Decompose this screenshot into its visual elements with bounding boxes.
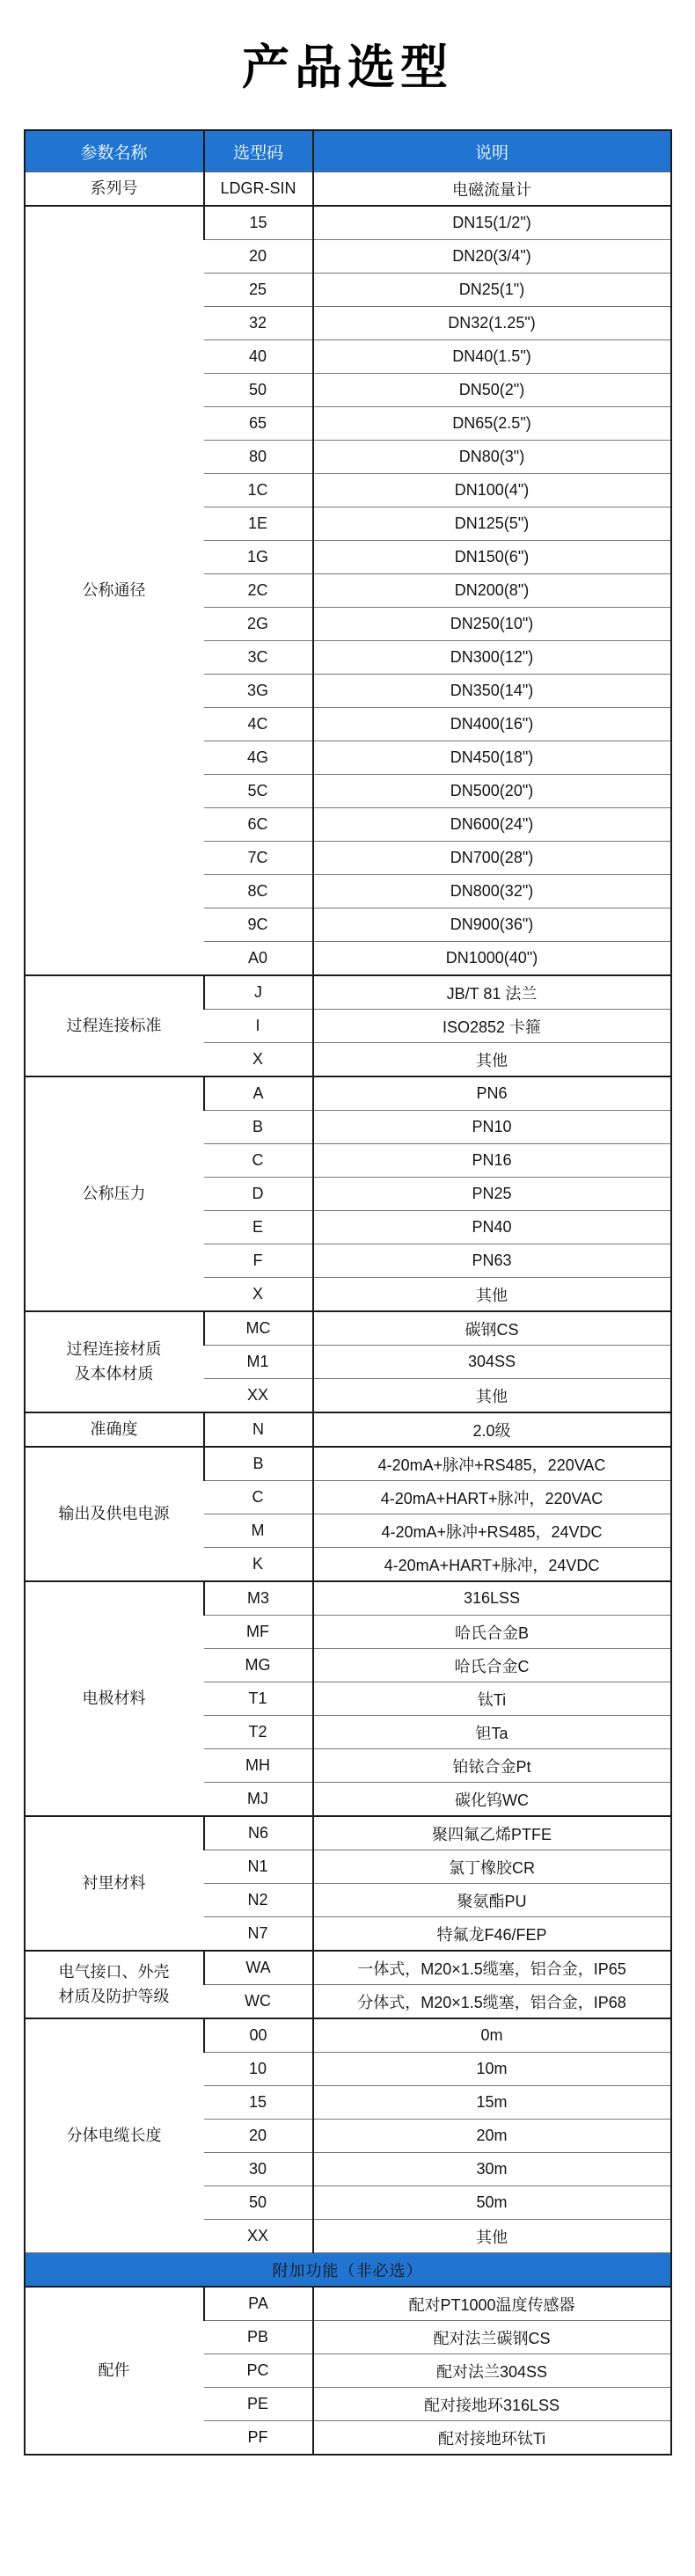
param-name-line: 材质及防护等级 (58, 1987, 170, 2005)
table-row (25, 2287, 671, 2321)
table-row (25, 1816, 671, 1850)
selection-code-cell: 15 (204, 2086, 313, 2120)
param-name-line: 及本体材质 (74, 1364, 154, 1383)
selection-code-cell: N2 (204, 1884, 313, 1917)
selection-code-cell: M3 (204, 1581, 313, 1616)
description-cell: 20m (313, 2120, 671, 2153)
description-cell: 配对接地环钛Ti (313, 2421, 671, 2456)
description-cell: JB/T 81 法兰 (313, 975, 671, 1010)
selection-code-cell: PB (204, 2321, 313, 2354)
description-cell: DN40(1.5") (313, 340, 671, 374)
selection-code-cell: N1 (204, 1850, 313, 1884)
description-cell: 0m (313, 2018, 671, 2053)
page-title: 产品选型 (242, 41, 453, 94)
description-cell: PN10 (313, 1111, 671, 1144)
product-selection-table (24, 129, 672, 2456)
selection-code-cell: 20 (204, 2120, 313, 2153)
param-name-cell (25, 1311, 204, 1412)
selection-code-cell: X (204, 1043, 313, 1077)
selection-code-cell: J (204, 975, 313, 1010)
selection-code-cell: 6C (204, 808, 313, 842)
description-cell: 2.0级 (313, 1412, 671, 1447)
description-cell: 哈氏合金B (313, 1616, 671, 1649)
description-cell: 30m (313, 2153, 671, 2186)
description-cell: 氯丁橡胶CR (313, 1850, 671, 1884)
description-cell: DN600(24") (313, 808, 671, 842)
param-name-cell (25, 2287, 204, 2455)
selection-code-cell: MG (204, 1649, 313, 1682)
selection-code-cell: 8C (204, 875, 313, 909)
description-cell: 其他 (313, 1278, 671, 1312)
selection-code-cell: 3C (204, 641, 313, 675)
param-name-cell (25, 1447, 204, 1581)
selection-code-cell: MC (204, 1311, 313, 1346)
selection-code-cell: MF (204, 1616, 313, 1649)
selection-code-cell: E (204, 1211, 313, 1244)
selection-code-cell: XX (204, 2220, 313, 2253)
selection-code-cell: 1C (204, 474, 313, 507)
description-cell: DN400(16") (313, 708, 671, 741)
description-cell: 哈氏合金C (313, 1649, 671, 1682)
param-name-line: 公称压力 (82, 1184, 146, 1202)
description-cell: DN100(4") (313, 474, 671, 507)
description-cell: 聚氨酯PU (313, 1884, 671, 1917)
description-cell: 配对接地环316LSS (313, 2388, 671, 2421)
selection-code-cell: 1E (204, 507, 313, 541)
selection-code-cell: K (204, 1548, 313, 1582)
description-cell: DN1000(40") (313, 942, 671, 976)
selection-code-cell: 4C (204, 708, 313, 741)
description-cell: 配对法兰碳钢CS (313, 2321, 671, 2354)
description-cell: 316LSS (313, 1581, 671, 1616)
selection-code-cell: XX (204, 1379, 313, 1413)
table-row (25, 206, 671, 240)
description-cell: PN25 (313, 1178, 671, 1211)
selection-code-cell: MJ (204, 1783, 313, 1817)
description-cell: PN63 (313, 1244, 671, 1278)
description-cell: DN80(3") (313, 441, 671, 474)
description-cell: 304SS (313, 1346, 671, 1379)
selection-code-cell: 32 (204, 307, 313, 340)
param-name-cell (25, 2018, 204, 2253)
selection-code-cell: A (204, 1076, 313, 1111)
selection-code-cell: I (204, 1010, 313, 1043)
description-cell: DN200(8") (313, 574, 671, 608)
description-cell: PN40 (313, 1211, 671, 1244)
description-cell: DN500(20") (313, 775, 671, 808)
selection-code-cell: WC (204, 1985, 313, 2019)
selection-code-cell: 3G (204, 675, 313, 708)
selection-code-cell: 50 (204, 2186, 313, 2220)
param-name-cell (25, 1076, 204, 1311)
param-name-line: 过程连接标准 (66, 1016, 162, 1034)
description-cell: 15m (313, 2086, 671, 2120)
description-cell: DN300(12") (313, 641, 671, 675)
description-cell: DN800(32") (313, 875, 671, 909)
description-cell: DN65(2.5") (313, 407, 671, 441)
selection-code-cell: PE (204, 2388, 313, 2421)
selection-code-cell: 2G (204, 608, 313, 641)
selection-code-cell: 15 (204, 206, 313, 240)
selection-code-cell: T2 (204, 1716, 313, 1749)
description-cell: 其他 (313, 2220, 671, 2253)
description-cell: 4-20mA+HART+脉冲，24VDC (313, 1548, 671, 1582)
table-row (25, 172, 671, 207)
selection-code-cell: M (204, 1514, 313, 1548)
param-name-cell (25, 975, 204, 1076)
description-cell: 一体式，M20×1.5缆塞，铝合金，IP65 (313, 1951, 671, 1985)
description-cell: DN250(10") (313, 608, 671, 641)
selection-code-cell: 25 (204, 274, 313, 307)
description-cell: DN700(28") (313, 842, 671, 875)
selection-code-cell: 50 (204, 374, 313, 407)
param-name-cell (25, 172, 204, 207)
param-name-line: 系列号 (90, 179, 138, 197)
selection-code-cell: M1 (204, 1346, 313, 1379)
param-name-line: 过程连接材质 (66, 1339, 162, 1358)
selection-code-cell: PC (204, 2354, 313, 2388)
selection-code-cell: 7C (204, 842, 313, 875)
selection-code-cell: 10 (204, 2053, 313, 2086)
selection-code-cell: N (204, 1412, 313, 1447)
param-name-line: 公称通径 (82, 580, 146, 599)
description-cell: 钛Ti (313, 1682, 671, 1716)
description-cell: 其他 (313, 1379, 671, 1413)
table-row (25, 1076, 671, 1111)
selection-code-cell: B (204, 1111, 313, 1144)
column-header-parameter-name: 参数名称 (25, 130, 204, 172)
table-row (25, 1951, 671, 1985)
description-cell: 配对PT1000温度传感器 (313, 2287, 671, 2321)
selection-code-cell: F (204, 1244, 313, 1278)
description-cell: 特氟龙F46/FEP (313, 1917, 671, 1952)
description-cell: 10m (313, 2053, 671, 2086)
column-header-selection-code: 选型码 (204, 130, 313, 172)
description-cell: ISO2852 卡箍 (313, 1010, 671, 1043)
selection-code-cell: LDGR-SIN (204, 172, 313, 207)
param-name-line: 电气接口、外壳 (58, 1962, 170, 1981)
table-row (25, 975, 671, 1010)
selection-code-cell: 30 (204, 2153, 313, 2186)
description-cell: PN16 (313, 1144, 671, 1178)
description-cell: 配对法兰304SS (313, 2354, 671, 2388)
selection-code-cell: 9C (204, 909, 313, 942)
description-cell: DN15(1/2") (313, 206, 671, 240)
param-name-line: 准确度 (90, 1419, 138, 1438)
param-name-cell (25, 1951, 204, 2018)
table-row (25, 1311, 671, 1346)
param-name-cell (25, 1412, 204, 1447)
selection-code-cell: B (204, 1447, 313, 1481)
description-cell: DN125(5") (313, 507, 671, 541)
selection-code-cell: PA (204, 2287, 313, 2321)
description-cell: DN150(6") (313, 541, 671, 574)
description-cell: 其他 (313, 1043, 671, 1077)
description-cell: 4-20mA+脉冲+RS485，220VAC (313, 1447, 671, 1481)
table-row (25, 1581, 671, 1616)
description-cell: 分体式，M20×1.5缆塞，铝合金，IP68 (313, 1985, 671, 2019)
param-name-line: 电极材料 (82, 1689, 146, 1707)
description-cell: 50m (313, 2186, 671, 2220)
selection-code-cell: 80 (204, 441, 313, 474)
description-cell: DN900(36") (313, 909, 671, 942)
column-header-description: 说明 (313, 130, 671, 172)
selection-code-cell: 00 (204, 2018, 313, 2053)
description-cell: DN32(1.25") (313, 307, 671, 340)
description-cell: 铂铱合金Pt (313, 1749, 671, 1783)
description-cell: 钽Ta (313, 1716, 671, 1749)
description-cell: DN50(2") (313, 374, 671, 407)
param-name-line: 输出及供电电源 (58, 1504, 170, 1522)
selection-code-cell: D (204, 1178, 313, 1211)
description-cell: PN6 (313, 1076, 671, 1111)
description-cell: 聚四氟乙烯PTFE (313, 1816, 671, 1850)
selection-code-cell: N7 (204, 1917, 313, 1952)
description-cell: 电磁流量计 (313, 172, 671, 207)
param-name-line: 衬里材料 (82, 1873, 146, 1892)
selection-code-cell: X (204, 1278, 313, 1312)
selection-code-cell: 2C (204, 574, 313, 608)
description-cell: 4-20mA+HART+脉冲，220VAC (313, 1481, 671, 1514)
header-row (25, 130, 671, 172)
selection-code-cell: PF (204, 2421, 313, 2456)
param-name-line: 配件 (98, 2361, 130, 2379)
selection-code-cell: C (204, 1144, 313, 1178)
selection-code-cell: 20 (204, 240, 313, 274)
table-row (25, 1412, 671, 1447)
param-name-cell (25, 1581, 204, 1816)
selection-code-cell: 4G (204, 741, 313, 775)
param-name-cell (25, 206, 204, 975)
description-cell: 碳化钨WC (313, 1783, 671, 1817)
additional-functions-banner: 附加功能（非必选） (25, 2253, 671, 2288)
selection-code-cell: 1G (204, 541, 313, 574)
param-name-cell (25, 1816, 204, 1951)
description-cell: DN350(14") (313, 675, 671, 708)
selection-code-cell: WA (204, 1951, 313, 1985)
selection-code-cell: N6 (204, 1816, 313, 1850)
description-cell: 碳钢CS (313, 1311, 671, 1346)
param-name-line: 分体电缆长度 (66, 2126, 162, 2144)
selection-code-cell: T1 (204, 1682, 313, 1716)
description-cell: DN25(1") (313, 274, 671, 307)
selection-code-cell: 40 (204, 340, 313, 374)
description-cell: 4-20mA+脉冲+RS485，24VDC (313, 1514, 671, 1548)
banner-row (25, 2253, 671, 2288)
selection-code-cell: MH (204, 1749, 313, 1783)
description-cell: DN20(3/4") (313, 240, 671, 274)
table-row (25, 1447, 671, 1481)
selection-code-cell: C (204, 1481, 313, 1514)
selection-code-cell: 5C (204, 775, 313, 808)
description-cell: DN450(18") (313, 741, 671, 775)
selection-code-cell: A0 (204, 942, 313, 976)
selection-code-cell: 65 (204, 407, 313, 441)
table-row (25, 2018, 671, 2053)
